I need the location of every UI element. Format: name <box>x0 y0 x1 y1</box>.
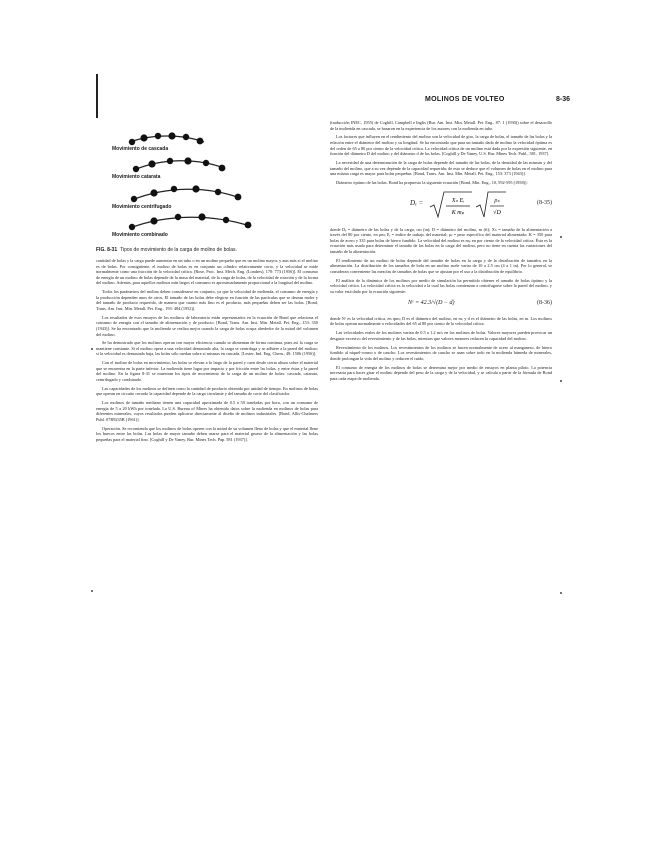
body-paragraph: Diámetro óptimo de las bolas. Bond ha propuesto la siguiente ecuación [Bond, Min. Eng., 10, 592-595 (1958)]: <box>336 179 528 185</box>
figure-label-cascade: Movimiento de cascada <box>112 146 169 152</box>
body-paragraph: donde Nᶜ es la velocidad crítica, en rpm; D es el diámetro del molino, en m; y d es el diámetro de las bolas, en m. Los molinos de bolas operan normalmente a velocidades del 65 al 80 por ciento de la velocidad crítica. <box>330 315 552 327</box>
margin-rule <box>96 74 98 118</box>
body-paragraph: La necesidad de una determinación de la carga de bolas depende del tamaño de las bolas, de la densidad de las mismas y del tamaño del molino, que a su vez depende de la capacidad requerida; de esto se deduce que el volumen de bolas en el molino para una misma carga es mayor para bolas pequeñas. [Bond, Trans. Am. Inst. Min. Metall. Pet. Eng., 153: 373 (1943)]. <box>330 159 552 177</box>
centrifuge-arc <box>132 189 240 200</box>
body-paragraph: Los resultados de esos ensayos de los molinos de laboratorio están representados en la ecuación de Bond que relaciona el consumo de energía con el tamaño de alimentación y de producto. [Bond, Trans. Am. Inst. Min. Metall. Pet. Eng., 153: 350 (1943)]. Se ha encontrado que la molienda se realiza mejor cuando la carga de bolas ocupa alrededor de la mitad del volumen del molino. <box>96 314 318 337</box>
figure-label-centrifuge: Movimiento centrifugado <box>112 204 172 210</box>
body-paragraph: El análisis de la dinámica de los molinos por medio de simulación ha permitido obtener el tamaño de bolas óptimo y la velocidad crítica. La velocidad crítica es la velocidad a la cual las bolas comienzan a centrifugarse sobre la pared del molino, y su valor está dado por la ecuación siguiente: <box>330 277 552 294</box>
figure-label-cataract: Movimiento catarata <box>112 174 161 180</box>
equation-number: (8-35) <box>537 199 552 206</box>
equation-body: Nᶜ = 42.3/√(D − d) <box>408 299 455 306</box>
figure-label-combined: Movimiento combinado <box>112 232 168 238</box>
running-header <box>330 96 570 110</box>
left-column <box>96 258 318 640</box>
equation-8-36 <box>330 298 552 312</box>
combined-arc <box>130 217 250 228</box>
figure-caption-text: Tipos de movimiento de la carga de molino de bolas. <box>120 247 237 253</box>
margin-mark <box>560 592 562 594</box>
equation-numerator-right: ρₛ <box>494 197 500 204</box>
body-paragraph: Las capacidades de los molinos se definen como la cantidad de producto obtenida por unidad de tiempo. En molinos de bolas que operan en circuito cerrado la capacidad depende de la carga circulante y del tamaño de corte del clasificador. <box>96 385 318 397</box>
figure-caption-label: FIG. 8-31 <box>96 247 118 253</box>
equation-radicals <box>428 189 508 223</box>
figure-caption <box>96 247 311 253</box>
margin-mark <box>560 236 562 238</box>
equation-denominator-left: K mₚ <box>451 209 465 216</box>
body-paragraph: Todos los parámetros del molino deben considerarse en conjunto, ya que la velocidad de molienda, el consumo de energía y la producción dependen unos de otros. El tamaño de las bolas debe elegirse en función de las partículas que se desean moler y del tamaño de producto requerido, de manera que cuanto más fino es el producto, más pequeñas deben ser las bolas. [Bond, Trans. Am. Inst. Min. Metall. Pet. Eng., 193: 484 (1952)]. <box>96 289 318 311</box>
running-title: MOLINOS DE VOLTEO <box>425 96 505 103</box>
body-paragraph: donde Dₑ = diámetro de las bolas y de la carga, cm (in); D = diámetro del molino, m (ft); Xₙ = tamaño de la alimentación a través del 80 por ciento, en μm; Eᵢ = índice de trabajo del material; ρₛ = peso específico del material alimentado; K = 350 para bolas de acero y 335 para bolas de hierro fundido. La velocidad del molino es mₚ en por ciento de la velocidad crítica. Ésta es la ecuación más usada para determinar el tamaño de las bolas en la carga del molino, pero no tiene en cuenta las variaciones del tamaño de la alimentación. <box>330 226 552 255</box>
margin-mark <box>560 380 562 382</box>
margin-mark <box>91 590 93 592</box>
body-paragraph: Los molinos de tamaño mediano tienen una capacidad aproximada de 0.5 a 50 toneladas por hora, con un consumo de energía de 5 a 20 kWh por tonelada. La U.S. Bureau of Mines ha obtenido datos sobre la molienda en molinos de bolas para diferentes minerales, cuyos resultados pueden aplicarse directamente al diseño de molinos industriales. [Bond, Allis-Chalmers Publ. 07R9235B (1961)]. <box>96 400 318 422</box>
cataract-arc <box>134 161 224 170</box>
ball-motion-figure <box>112 128 260 246</box>
equation-denominator-right: √D <box>493 209 501 216</box>
body-paragraph: El rendimiento de un molino de bolas depende del tamaño de bolas en la carga y de la distribución de tamaños en la alimentación. La distribución de los tamaños de bola en un molino suele variar de 10 a 2.5 cm (4 a 1 in). Por lo general, se consideran conveniente las mezclas de tamaños de bolas que se ajustan por el uso a la distribución de equilibrio. <box>330 257 552 275</box>
right-column <box>330 120 552 646</box>
body-paragraph: Revestimiento de los molinos. Los revestimientos de los molinos se hacen normalmente de acero al manganeso, de hierro fundido al níquel-cromo o de caucho. Los revestimientos de caucho se usan sobre todo en la molienda húmeda de minerales, donde prolongan la vida del molino y reducen el ruido. <box>330 344 552 361</box>
body-paragraph: Las velocidades reales de los molinos varían de 0.5 a 1.2 m/s en los molinos de bolas. Valores mayores pueden provocar un desgaste excesivo del revestimiento y de las bolas, mientras que valores menores reducen la capacidad del molino. <box>330 330 552 341</box>
page-number: 8-36 <box>555 96 570 103</box>
equation-lhs: Dₑ = <box>410 198 424 207</box>
body-paragraph: cantidad de bolas y la carga puede aumentar en un tubo o en un molino pequeño que en un molino mayor, y aun más si el molino es de bolas. Por consiguiente, el molino de bolas es en conjunto un cilindro relativamente corto, y la velocidad se mide normalmente como una fracción de la velocidad crítica. [Rose, Proc. Inst. Mech. Eng. (Londres), 170: 773 (1956)]. El consumo de energía de un molino de bolas depende de la masa del material, de la carga de bolas, de la velocidad de rotación y de la forma del molino. Además, para aquellos molinos más largos el consumo es aproximadamente proporcional a la longitud del molino. <box>96 258 318 286</box>
body-paragraph: Con el molino de bolas en movimiento, las bolas se elevan a lo largo de la pared y caen desde cierta altura sobre el material que se encuentra en la parte inferior. La molienda tiene lugar por impacto y por fricción entre las bolas, y entre éstas y la pared del molino. En la figura 8-31 se muestran los tipos de movimiento de la carga de un molino de bolas: cascada, catarata, centrifugado y combinado. <box>96 360 318 383</box>
margin-mark <box>91 348 93 350</box>
body-paragraph: (traducción INEC, 1955) de Coghill, Campbell e Inglis (Bur. Am. Inst. Min. Metall. Pet. Eng., 87: 1 (1930)) sobre el desarrollo de la molienda en cascada, se basaron en la experiencia de los autores con la molienda en tubo. <box>330 120 552 131</box>
body-paragraph: Los factores que influyen en el rendimiento del molino son la velocidad de giro, la carga de bolas, el tamaño de las bolas y la relación entre el diámetro del molino y su longitud. Se ha encontrado que para un tamaño dado de molino la velocidad óptima es del orden de 65 a 80 por ciento de la velocidad crítica. La velocidad crítica de un molino está dada por la expresión siguiente, en función del diámetro D del molino y del diámetro d de las bolas. [Coghill y De Vaney, U.S. Bur. Mines Tech. Publ., 581, 1937]. <box>330 134 552 157</box>
equation-numerator-left: Xₙ Eᵢ <box>451 197 465 204</box>
body-paragraph: Se ha demostrado que los molinos operan con mayor eficiencia cuando se alimentan de forma continua, pues así la carga se mantiene constante. Si el molino opera a una velocidad demasiado alta, la carga se centrifuga y se adhiere a la pared del molino; si la velocidad es demasiado baja, las bolas sólo ruedan sobre sí mismas en cascada. [Lester, Ind. Eng. Chem., 48: 1506 (1956)]. <box>96 340 318 357</box>
body-paragraph: El consumo de energía de los molinos de bolas se determina mejor por medio de ensayos en planta piloto. La potencia necesaria para hacer girar el molino depende del peso de la carga y de la velocidad, y se calcula a partir de la fórmula de Bond para cada etapa de molienda. <box>330 364 552 381</box>
equation-8-35 <box>330 189 552 223</box>
equation-number: (8-36) <box>537 299 552 306</box>
body-paragraph: Operación. Se recomienda que los molinos de bolas operen con la mitad de su volumen lleno de bolas y que el material llene los huecos entre las bolas. Las bolas de mayor tamaño deben usarse para el material grueso de la alimentación y las bolas pequeñas para el material fino. [Coghill y De Vaney, Bur. Mines Tech. Pap. 581 (1937)]. <box>96 425 318 442</box>
